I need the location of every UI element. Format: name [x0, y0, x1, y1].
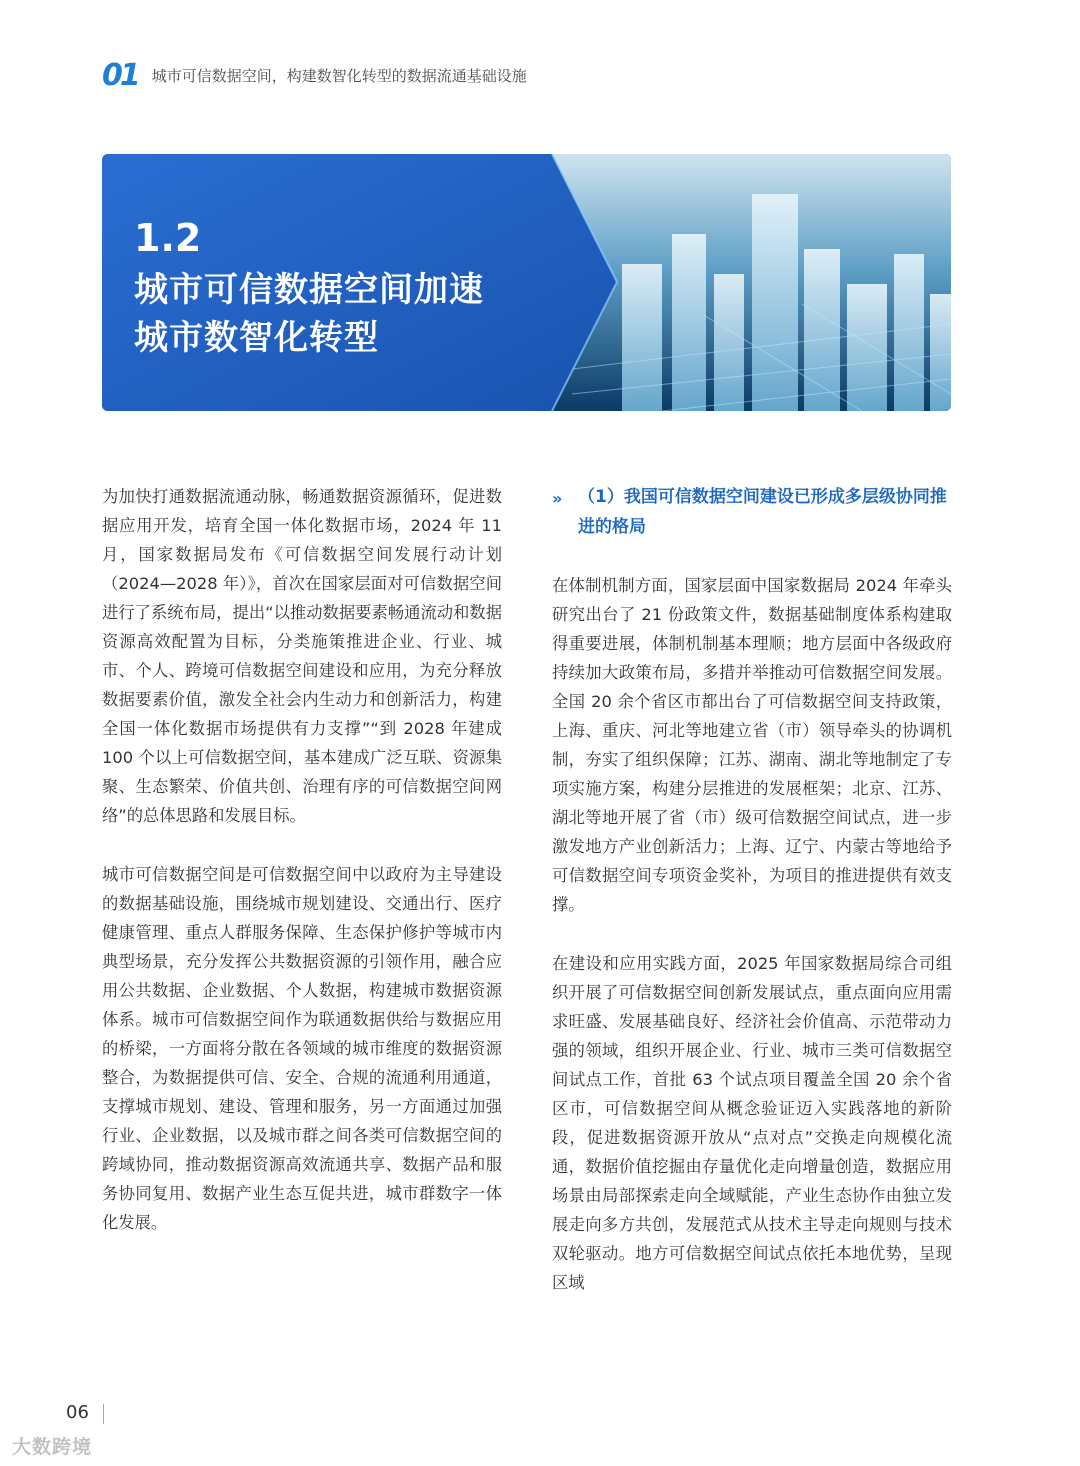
section-title-line-2: 城市数智化转型: [134, 318, 379, 358]
right-column: [552, 482, 952, 1327]
body-paragraph: 城市可信数据空间是可信数据空间中以政府为主导建设的数据基础设施，围绕城市规划建设、交通出行、医疗健康管理、重点人群服务保障、生态保护修护等城市内典型场景，充分发挥公共数据资源的引领作用，融合应用公共数据、企业数据、个人数据，构建城市数据资源体系。城市可信数据空间作为联通数据供给与数据应用的桥梁，一方面将分散在各领域的城市维度的数据资源整合，为数据提供可信、安全、合规的流通利用通道，支撑城市规划、建设、管理和服务，另一方面通过加强行业、企业数据，以及城市群之间各类可信数据空间的跨域协同，推动数据资源高效流通共享、数据产品和服务协同复用、数据产业生态互促共进，城市群数字一体化发展。: [102, 865, 502, 1232]
subsection-heading-text: （1）我国可信数据空间建设已形成多层级协同推进的格局: [578, 487, 947, 537]
running-title: 城市可信数据空间，构建数智化转型的数据流通基础设施: [151, 67, 527, 85]
double-chevron-icon: »: [552, 489, 558, 508]
section-title-line-1: 城市可信数据空间加速: [134, 270, 484, 310]
page-number: 06: [66, 1402, 89, 1423]
body-paragraph: 在建设和应用实践方面，2025 年国家数据局综合司组织开展了可信数据空间创新发展试点，重点面向应用需求旺盛、发展基础良好、经济社会价值高、示范带动力强的领域，组织开展企业、行业、城市三类可信数据空间试点工作，首批 63 个试点项目覆盖全国 20 余个省区市，可信数据空间从概念验证迈入实践落地的新阶段，促进数据资源开放从“点对点”交换走向规模化流通，数据价值挖掘由存量优化走向增量创造，数据应用场景由局部探索走向全域赋能，产业生态协作由独立发展走向多方共创，发展范式从技术主导走向规则与技术双轮驱动。地方可信数据空间试点依托本地优势，呈现区域: [552, 954, 952, 1292]
body-paragraph: 在体制机制方面，国家层面中国家数据局 2024 年牵头研究出台了 21 份政策文件，数据基础制度体系构建取得重要进展，体制机制基本理顺；地方层面中各级政府持续加大政策布局，多措并举推动可信数据空间发展。全国 20 余个省区市都出台了可信数据空间支持政策，上海、重庆、河北等地建立省（市）领导牵头的协调机制，夯实了组织保障；江苏、湖南、湖北等地制定了专项实施方案，构建分层推进的发展框架；北京、江苏、湖北等地开展了省（市）级可信数据空间试点，进一步激发地方产业创新活力；上海、辽宁、内蒙古等地给予可信数据空间专项资金奖补，为项目的推进提供有效支撑。: [552, 576, 952, 914]
subsection-heading: [552, 482, 952, 542]
section-banner: [102, 154, 951, 411]
left-column: [102, 482, 502, 1267]
running-header: [102, 58, 527, 93]
watermark: 大数跨境: [12, 1436, 93, 1458]
chapter-mark: 01: [102, 58, 138, 93]
section-number: 1.2: [134, 216, 202, 260]
page-number-divider: [103, 1404, 104, 1424]
body-paragraph: 为加快打通数据流通动脉，畅通数据资源循环，促进数据应用开发，培育全国一体化数据市场，2024 年 11 月，国家数据局发布《可信数据空间发展行动计划（2024—2028 年）》，首次在国家层面对可信数据空间进行了系统布局，提出“以推动数据要素畅通流动和数据资源高效配置为目标，分类施策推进企业、行业、城市、个人、跨境可信数据空间建设和应用，为充分释放数据要素价值，激发全社会内生动力和创新活力，构建全国一体化数据市场提供有力支撑”“到 2028 年建成 100 个以上可信数据空间，基本建成广泛互联、资源集聚、生态繁荣、价值共创、治理有序的可信数据空间网络”的总体思路和发展目标。: [102, 487, 502, 825]
